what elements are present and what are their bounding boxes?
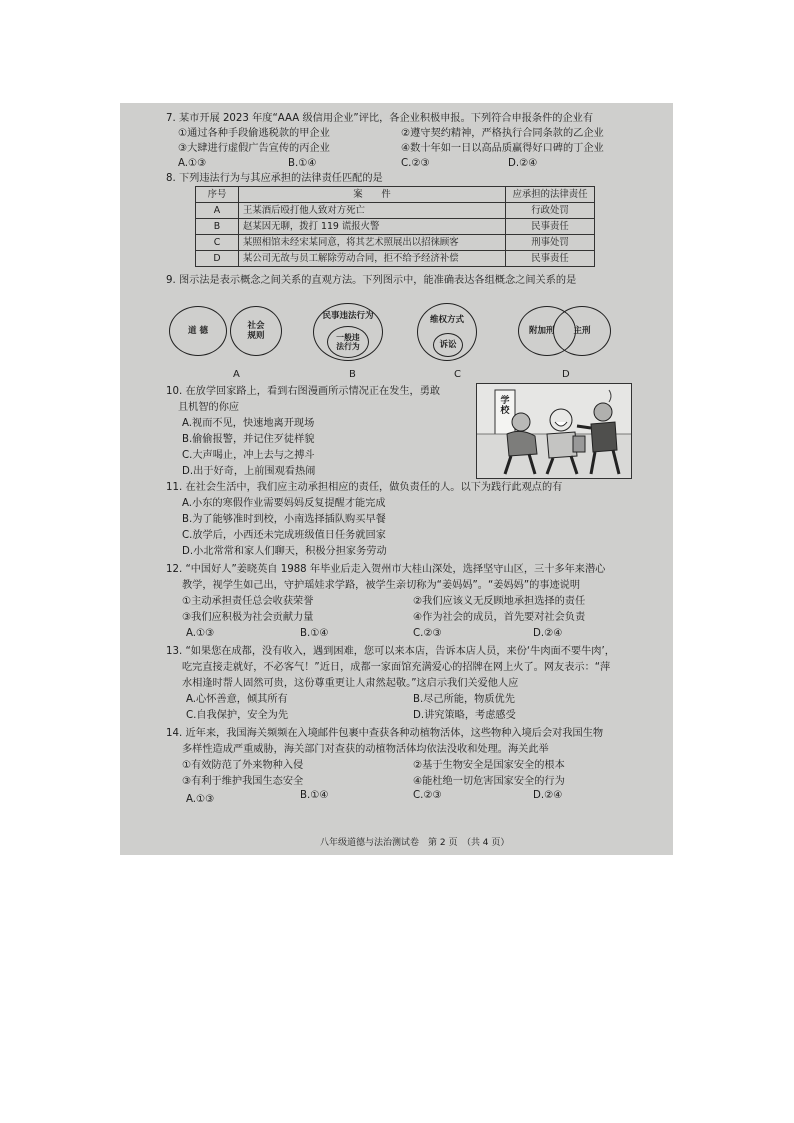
q14-item-4: ④能杜绝一切危害国家安全的行为 (413, 776, 565, 787)
q10-option-a: A.视而不见，快速地离开现场 (182, 418, 315, 429)
q7-item-2: ②遵守契约精神，严格执行合同条款的乙企业 (401, 128, 604, 139)
diagram-label-c: C (454, 369, 461, 380)
q13-stem-line3: 水相逢时帮人固然可贵，这份尊重更让人肃然起敬。”这启示我们关爱他人应 (182, 678, 519, 689)
header-id: 序号 (196, 187, 239, 203)
circle-supplementary-penalty: 附加刑 (518, 306, 576, 356)
row-liability: 刑事处罚 (506, 235, 595, 251)
q12-option-b: B.①④ (300, 628, 329, 639)
circle-litigation: 诉讼 (433, 333, 463, 357)
q7-stem: 7. 某市开展 2023 年度“AAA 级信用企业”评比，各企业积极申报。下列符合申报条件的企业有 (166, 113, 594, 124)
diagram-label-d: D (562, 369, 570, 380)
q7-option-c: C.②③ (401, 158, 430, 169)
school-sign: 学校 (500, 396, 510, 416)
q7-option-b: B.①④ (288, 158, 317, 169)
q7-item-4: ④数十年如一日以高品质赢得好口碑的丁企业 (401, 143, 604, 154)
q14-item-3: ③有利于维护我国生态安全 (182, 776, 304, 787)
q7-item-3: ③大肆进行虚假广告宣传的丙企业 (178, 143, 330, 154)
q7-option-d: D.②④ (508, 158, 538, 169)
q11-stem: 11. 在社会生活中，我们应主动承担相应的责任，做负责任的人。以下为践行此观点的有 (166, 482, 563, 493)
q12-stem-line1: 12. “中国好人”姜晓英自 1988 年毕业后走入贺州市大桂山深处，选择坚守山区，三十多年来潜心 (166, 564, 606, 575)
row-liability: 民事责任 (506, 219, 595, 235)
row-id: A (196, 203, 239, 219)
q11-option-d: D.小北常常和家人们聊天，积极分担家务劳动 (182, 546, 387, 557)
q14-option-b: B.①④ (300, 790, 329, 801)
q10-stem-line1: 10. 在放学回家路上，看到右图漫画所示情况正在发生，勇敢 (166, 386, 441, 397)
row-id: D (196, 251, 239, 267)
q14-item-2: ②基于生物安全是国家安全的根本 (413, 760, 565, 771)
q8-stem: 8. 下列违法行为与其应承担的法律责任匹配的是 (166, 173, 383, 184)
q13-option-c: C.自我保护，安全为先 (186, 710, 289, 721)
circle-principal-penalty: 主刑 (553, 306, 611, 356)
q13-option-d: D.讲究策略，考虑感受 (413, 710, 516, 721)
q12-item-2: ②我们应该义无反顾地承担选择的责任 (413, 596, 586, 607)
header-case: 案 件 (239, 187, 506, 203)
q12-stem-line2: 教学，视学生如己出，守护瑶娃求学路，被学生亲切称为“姜妈妈”。“姜妈妈”的事迹说明 (182, 580, 581, 591)
q14-stem-line2: 多样性造成严重威胁，海关部门对查获的动植物活体均依法没收和处理。海关此举 (182, 744, 549, 755)
circle-social-rules: 社会 规则 (230, 306, 282, 356)
table-row (196, 235, 595, 251)
table-header-row (196, 187, 595, 203)
q11-option-c: C.放学后，小西还未完成班级值日任务就回家 (182, 530, 386, 541)
row-id: C (196, 235, 239, 251)
diagram-label-b: B (349, 369, 356, 380)
row-case: 赵某因无聊，拨打 119 谎报火警 (239, 219, 506, 235)
q14-item-1: ①有效防范了外来物种入侵 (182, 760, 304, 771)
row-id: B (196, 219, 239, 235)
q13-stem-line2: 吃完直接走就好，不必客气！”近日，成都一家面馆充满爱心的招牌在网上火了。网友表示：“萍 (182, 662, 611, 673)
q11-option-a: A.小东的寒假作业需要妈妈反复提醒才能完成 (182, 498, 386, 509)
q14-option-c: C.②③ (413, 790, 442, 801)
q12-item-1: ①主动承担责任总会收获荣誉 (182, 596, 314, 607)
table-row (196, 203, 595, 219)
q12-option-c: C.②③ (413, 628, 442, 639)
q12-option-d: D.②④ (533, 628, 563, 639)
circle-rights-methods: 维权方式 (417, 303, 477, 361)
q10-option-b: B.偷偷报警，并记住歹徒样貌 (182, 434, 315, 445)
circle-civil-violation: 民事违法行为 (313, 303, 383, 361)
header-liability: 应承担的法律责任 (506, 187, 595, 203)
row-case: 某公司无故与员工解除劳动合同，拒不给予经济补偿 (239, 251, 506, 267)
q10-option-d: D.出于好奇，上前围观看热闹 (182, 466, 316, 477)
q10-option-c: C.大声喝止，冲上去与之搏斗 (182, 450, 315, 461)
q7-option-a: A.①③ (178, 158, 207, 169)
diagram-label-a: A (233, 369, 240, 380)
row-case: 某照相馆未经宋某同意，将其艺术照展出以招徕顾客 (239, 235, 506, 251)
row-liability: 行政处罚 (506, 203, 595, 219)
table-row (196, 251, 595, 267)
q8-table (195, 186, 595, 267)
q7-item-1: ①通过各种手段偷逃税款的甲企业 (178, 128, 330, 139)
row-case: 王某酒后殴打他人致对方死亡 (239, 203, 506, 219)
q14-option-d: D.②④ (533, 790, 563, 801)
circle-general-violation: 一般违 法行为 (327, 326, 369, 358)
q13-option-a: A.心怀善意，倾其所有 (186, 694, 288, 705)
q14-stem-line1: 14. 近年来，我国海关频频在入境邮件包裹中查获各种动植物活体，这些物种入境后会对我国生物 (166, 728, 604, 739)
q13-option-b: B.尽己所能，物质优先 (413, 694, 515, 705)
q12-option-a: A.①③ (186, 628, 215, 639)
page-footer: 八年级道德与法治测试卷 第 2 页 （共 4 页） (320, 838, 510, 848)
exam-page (120, 103, 673, 855)
q12-item-4: ④作为社会的成员，首先要对社会负责 (413, 612, 586, 623)
q12-item-3: ③我们应积极为社会贡献力量 (182, 612, 314, 623)
table-row (196, 219, 595, 235)
q9-stem: 9. 图示法是表示概念之间关系的直观方法。下列图示中，能准确表达各组概念之间关系的是 (166, 275, 577, 286)
q10-cartoon-image (476, 383, 632, 479)
q13-stem-line1: 13. “如果您在成都，没有收入，遇到困难，您可以来本店，告诉本店人员，来份‘牛肉面不要牛肉’， (166, 646, 615, 657)
q10-stem-line2: 且机智的你应 (178, 402, 240, 413)
q14-option-a: A.①③ (186, 794, 215, 805)
row-liability: 民事责任 (506, 251, 595, 267)
q11-option-b: B.为了能够准时到校，小南选择插队购买早餐 (182, 514, 386, 525)
circle-morality: 道 德 (169, 306, 227, 356)
